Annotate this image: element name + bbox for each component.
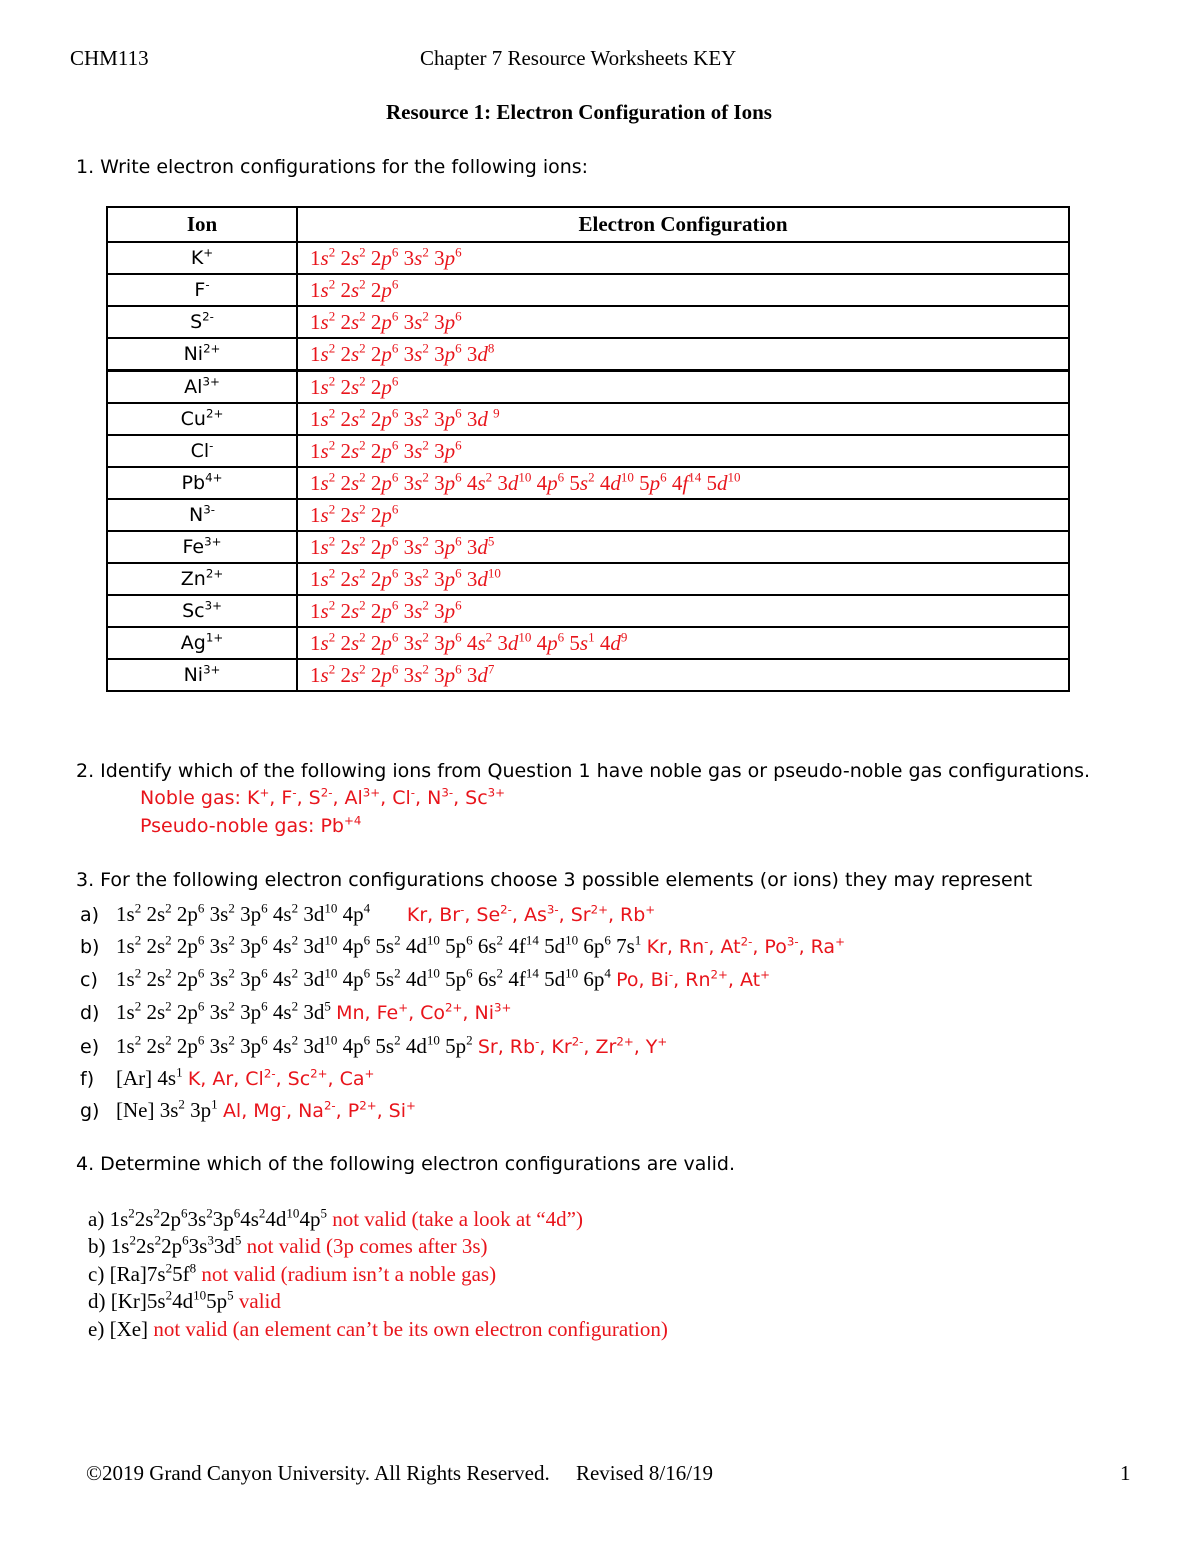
q3-item-config: [Ar] $4s^1$ bbox=[116, 1064, 183, 1090]
noble-gas-answer bbox=[140, 787, 505, 809]
q3-item-label: b) bbox=[80, 936, 100, 958]
table-row bbox=[107, 659, 1069, 691]
q3-item bbox=[80, 1000, 511, 1025]
footer-copyright-text: ©2019 Grand Canyon University. All Rights Reserved. bbox=[86, 1461, 550, 1485]
q3-item-answer: K, Ar, $Cl^{2-}$, $Sc^{2+}$, Ca+ bbox=[187, 1066, 375, 1090]
q4-item-verdict: not valid (radium isn’t a noble gas) bbox=[201, 1262, 497, 1286]
q4-item-config: $1s^22s^22p^63s^23p^64s^24d^{10}4p^5$ bbox=[109, 1205, 327, 1231]
column-header-config: Electron Configuration bbox=[297, 207, 1069, 242]
configuration-cell: $1s^2$ $2s^2$ $2p^6$ bbox=[297, 371, 1069, 404]
pseudo-noble-gas-answer bbox=[140, 815, 361, 837]
q3-item bbox=[80, 902, 655, 927]
q3-item-answer: Al, Mg-, $Na^{2-}$, $P^{2+}$, Si+ bbox=[222, 1098, 416, 1122]
q3-item-answer: Kr, Rn-, $At^{2-}$, $Po^{3-}$, Ra+ bbox=[646, 934, 845, 958]
q3-item-config: $1s^2$ $2s^2$ $2p^6$ $3s^2$ $3p^6$ $4s^2$ $3d^{10}$ $4p^4$ bbox=[116, 900, 371, 926]
q3-item-answer: Sr, Rb-, $Kr^{2-}$, $Zr^{2+}$, Y+ bbox=[477, 1034, 668, 1058]
question-2-prompt: 2. Identify which of the following ions from Question 1 have noble gas or pseudo-noble gas configurations. bbox=[76, 760, 1091, 782]
footer-copyright bbox=[86, 1461, 713, 1486]
table-row bbox=[107, 242, 1069, 274]
q4-item-label: a) bbox=[88, 1207, 105, 1231]
table-row bbox=[107, 627, 1069, 659]
q4-item bbox=[88, 1289, 281, 1314]
footer-page-number: 1 bbox=[1120, 1461, 1131, 1485]
ion-cell: F- bbox=[107, 274, 297, 306]
q4-item-config: $[Kr]5s^24d^{10}5p^5$ bbox=[110, 1287, 234, 1313]
table-row bbox=[107, 563, 1069, 595]
q4-item-verdict: valid bbox=[238, 1289, 281, 1313]
configuration-cell: $1s^2$ $2s^2$ $2p^6$ $3s^2$ $3p^6$ $4s^2$ $3d^{10}$ $4p^6$ $5s^2$ $4d^{10}$ $5p^6$ $4f^{14}$ $5d^{10}$ bbox=[297, 467, 1069, 499]
q3-item-label: d) bbox=[80, 1002, 100, 1024]
electron-configuration-table bbox=[106, 206, 1070, 692]
q3-item-label: g) bbox=[80, 1100, 100, 1122]
q4-item-label: b) bbox=[88, 1234, 106, 1258]
table-header-row bbox=[107, 207, 1069, 242]
column-header-ion: Ion bbox=[107, 207, 297, 242]
q4-item-label: c) bbox=[88, 1262, 105, 1286]
ion-cell: K+ bbox=[107, 242, 297, 274]
table-row bbox=[107, 403, 1069, 435]
q3-item bbox=[80, 967, 770, 992]
noble-gas-label: Noble gas: bbox=[140, 787, 241, 809]
footer-revised: Revised 8/16/19 bbox=[575, 1461, 714, 1485]
table-row bbox=[107, 371, 1069, 404]
ion-cell: $Ni^{2+}$ bbox=[107, 338, 297, 371]
ion-cell: $Fe^{3+}$ bbox=[107, 531, 297, 563]
q3-item-label: f) bbox=[80, 1068, 95, 1090]
ion-cell: $Pb^{4+}$ bbox=[107, 467, 297, 499]
q3-item bbox=[80, 1066, 374, 1091]
ion-cell: $N^{3-}$ bbox=[107, 499, 297, 531]
configuration-cell: $1s^2$ $2s^2$ $2p^6$ $3s^2$ $3p^6$ bbox=[297, 435, 1069, 467]
q3-item-answer: Po, Bi-, $Rn^{2+}$, At+ bbox=[616, 967, 770, 991]
header-title: Chapter 7 Resource Worksheets KEY bbox=[420, 46, 737, 70]
ion-cell: $Ni^{3+}$ bbox=[107, 659, 297, 691]
ion-cell: $Sc^{3+}$ bbox=[107, 595, 297, 627]
q4-item bbox=[88, 1262, 496, 1287]
header-course: CHM113 bbox=[70, 46, 149, 70]
configuration-cell: $1s^2$ $2s^2$ $2p^6$ $3s^2$ $3p^6$ 3d $^9$ bbox=[297, 403, 1069, 435]
configuration-cell: $1s^2$ $2s^2$ $2p^6$ $3s^2$ $3p^6$ bbox=[297, 242, 1069, 274]
table-row bbox=[107, 274, 1069, 306]
ion-cell: $Cu^{2+}$ bbox=[107, 403, 297, 435]
table-row bbox=[107, 531, 1069, 563]
q3-item-config: $1s^2$ $2s^2$ $2p^6$ $3s^2$ $3p^6$ $4s^2$ $3d^{10}$ $4p^6$ $5s^2$ $4d^{10}$ $5p^6$ $6s^2$ $4f^{14}$ $5d^{10}$ $6p^6$ $7s^1$ bbox=[116, 932, 642, 958]
ion-cell: Cl- bbox=[107, 435, 297, 467]
resource-title: Resource 1: Electron Configuration of Ions bbox=[386, 100, 772, 124]
q3-item-label: c) bbox=[80, 969, 98, 991]
q4-item bbox=[88, 1317, 668, 1342]
ion-cell: $Zn^{2+}$ bbox=[107, 563, 297, 595]
ion-cell: $Al^{3+}$ bbox=[107, 371, 297, 404]
q3-item-config: [Ne] $3s^2$ $3p^1$ bbox=[116, 1096, 218, 1122]
configuration-cell: $1s^2$ $2s^2$ $2p^6$ $3s^2$ $3p^6$ $3d^8$ bbox=[297, 338, 1069, 371]
q4-item-config: [Xe] bbox=[109, 1317, 149, 1341]
q4-item-label: d) bbox=[88, 1289, 106, 1313]
configuration-cell: $1s^2$ $2s^2$ $2p^6$ bbox=[297, 274, 1069, 306]
configuration-cell: $1s^2$ $2s^2$ $2p^6$ bbox=[297, 499, 1069, 531]
question-1-prompt: 1. Write electron configurations for the following ions: bbox=[76, 156, 589, 178]
table-row bbox=[107, 467, 1069, 499]
q3-item-answer: Mn, Fe+, $Co^{2+}$, $Ni^{3+}$ bbox=[336, 1000, 512, 1024]
noble-gas-list: K+, F-, $S^{2-}$, $Al^{3+}$, Cl-, $N^{3-}$, $Sc^{3+}$ bbox=[246, 785, 506, 809]
q3-item bbox=[80, 1098, 416, 1123]
table-row bbox=[107, 499, 1069, 531]
q3-item bbox=[80, 934, 845, 959]
configuration-cell: $1s^2$ $2s^2$ $2p^6$ $3s^2$ $3p^6$ $3d^7$ bbox=[297, 659, 1069, 691]
table-row bbox=[107, 338, 1069, 371]
q4-item-config: $[Ra]7s^25f^8$ bbox=[109, 1260, 197, 1286]
ion-cell: $S^{2-}$ bbox=[107, 306, 297, 338]
pseudo-noble-gas-label: Pseudo-noble gas: bbox=[140, 815, 315, 837]
q3-item-label: e) bbox=[80, 1036, 100, 1058]
configuration-cell: $1s^2$ $2s^2$ $2p^6$ $3s^2$ $3p^6$ $3d^5$ bbox=[297, 531, 1069, 563]
q3-item bbox=[80, 1034, 667, 1059]
q4-item-verdict: not valid (an element can’t be its own electron configuration) bbox=[153, 1317, 668, 1341]
configuration-cell: $1s^2$ $2s^2$ $2p^6$ $3s^2$ $3p^6$ bbox=[297, 306, 1069, 338]
q3-item-label: a) bbox=[80, 904, 100, 926]
q3-item-config: $1s^2$ $2s^2$ $2p^6$ $3s^2$ $3p^6$ $4s^2$ $3d^5$ bbox=[116, 998, 331, 1024]
q3-item-config: $1s^2$ $2s^2$ $2p^6$ $3s^2$ $3p^6$ $4s^2$ $3d^{10}$ $4p^6$ $5s^2$ $4d^{10}$ $5p^6$ $6s^2$ $4f^{14}$ $5d^{10}$ $6p^4$ bbox=[116, 965, 611, 991]
configuration-cell: $1s^2$ $2s^2$ $2p^6$ $3s^2$ $3p^6$ $3d^{10}$ bbox=[297, 563, 1069, 595]
table-row bbox=[107, 435, 1069, 467]
table-row bbox=[107, 306, 1069, 338]
q4-item-verdict: not valid (take a look at “4d”) bbox=[332, 1207, 583, 1231]
question-4-prompt: 4. Determine which of the following electron configurations are valid. bbox=[76, 1153, 736, 1175]
q4-item bbox=[88, 1234, 487, 1259]
table-row bbox=[107, 595, 1069, 627]
q4-item-label: e) bbox=[88, 1317, 105, 1341]
q4-item bbox=[88, 1207, 583, 1232]
pseudo-noble-gas-list: $Pb^{+4}$ bbox=[320, 813, 362, 837]
configuration-cell: $1s^2$ $2s^2$ $2p^6$ $3s^2$ $3p^6$ $4s^2$ $3d^{10}$ $4p^6$ $5s^1$ $4d^9$ bbox=[297, 627, 1069, 659]
q4-item-config: $1s^22s^22p^63s^33d^5$ bbox=[110, 1232, 242, 1258]
q4-item-verdict: not valid (3p comes after 3s) bbox=[246, 1234, 488, 1258]
question-3-prompt: 3. For the following electron configurations choose 3 possible elements (or ions) they may represent bbox=[76, 869, 1033, 891]
ion-cell: $Ag^{1+}$ bbox=[107, 627, 297, 659]
q3-item-answer: Kr, Br-, $Se^{2-}$, $As^{3-}$, $Sr^{2+}$, Rb+ bbox=[406, 902, 656, 926]
q3-item-config: $1s^2$ $2s^2$ $2p^6$ $3s^2$ $3p^6$ $4s^2$ $3d^{10}$ $4p^6$ $5s^2$ $4d^{10}$ $5p^2$ bbox=[116, 1032, 473, 1058]
configuration-cell: $1s^2$ $2s^2$ $2p^6$ $3s^2$ $3p^6$ bbox=[297, 595, 1069, 627]
